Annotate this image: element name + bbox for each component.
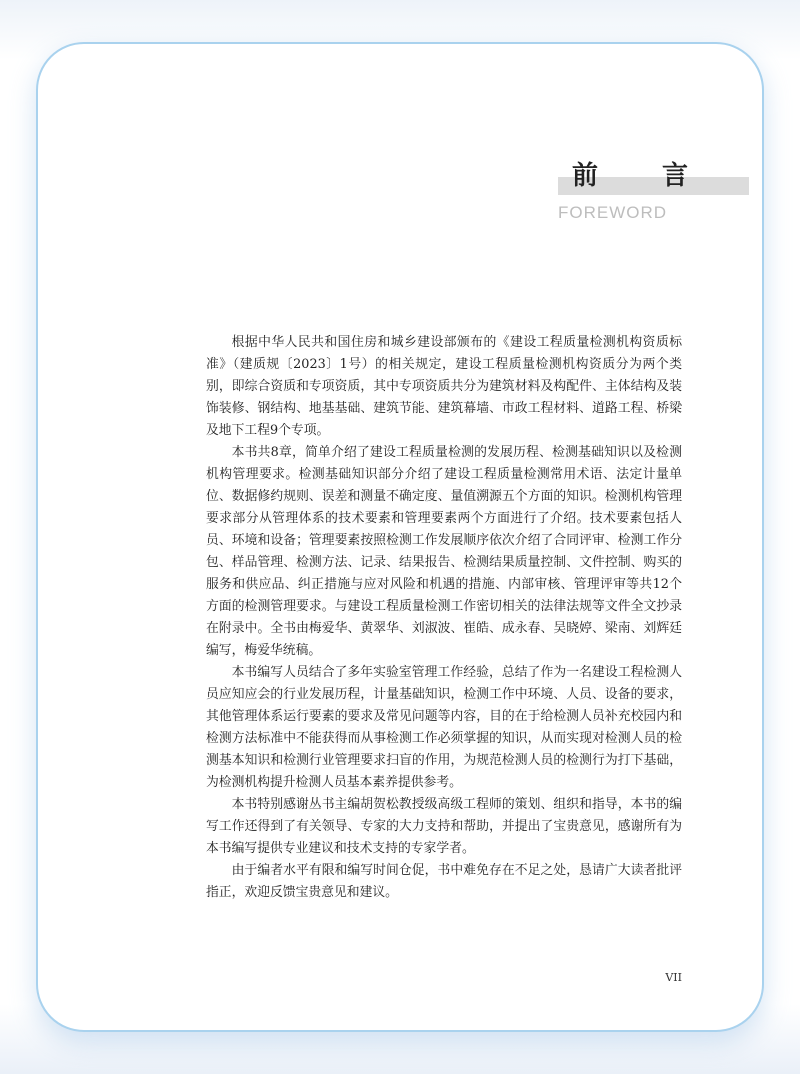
page-title-char-2: 言 bbox=[661, 161, 688, 191]
paragraph: 根据中华人民共和国住房和城乡建设部颁布的《建设工程质量检测机构资质标准》（建质规〔2023〕1号）的相关规定，建设工程质量检测机构资质分为两个类别，即综合资质和专项资质，其中专项资质共分为建筑材料及构配件、主体结构及装饰装修、钢结构、地基基础、建筑节能、建筑幕墙、市政工程材料、道路工程、桥梁及地下工程9个专项。 bbox=[206, 335, 682, 438]
paragraph: 本书共8章，简单介绍了建设工程质量检测的发展历程、检测基础知识以及检测机构管理要求。检测基础知识部分介绍了建设工程质量检测常用术语、法定计量单位、数据修约规则、误差和测量不确定度、量值溯源五个方面的知识。检测机构管理要求部分从管理体系的技术要素和管理要素两个方面进行了介绍。技术要素包括人员、环境和设备；管理要素按照检测工作发展顺序依次介绍了合同评审、检测工作分包、样品管理、检测方法、记录、结果报告、检测结果质量控制、文件控制、购买的服务和供应品、纠正措施与应对风险和机遇的措施、内部审核、管理评审等共12个方面的检测管理要求。与建设工程质量检测工作密切相关的法律法规等文件全文抄录在附录中。全书由梅爱华、黄翠华、刘淑波、崔皓、成永春、吴晓婷、梁南、刘辉廷编写，梅爱华统稿。 bbox=[206, 445, 682, 658]
paragraph: 由于编者水平有限和编写时间仓促，书中难免存在不足之处，恳请广大读者批评指正，欢迎反馈宝贵意见和建议。 bbox=[206, 863, 682, 900]
page-title-char-1: 前 bbox=[572, 161, 599, 191]
paragraph: 本书编写人员结合了多年实验室管理工作经验，总结了作为一名建设工程检测人员应知应会的行业发展历程，计量基础知识，检测工作中环境、人员、设备的要求，其他管理体系运行要素的要求及常见问题等内容，目的在于给检测人员补充校园内和检测方法标准中不能获得而从事检测工作必须掌握的知识，从而实现对检测人员的检测基本知识和检测行业管理要求扫盲的作用，为规范检测人员的检测行为打下基础，为检测机构提升检测人员基本素养提供参考。 bbox=[206, 665, 682, 790]
page-subtitle: FOREWORD bbox=[558, 203, 668, 222]
foreword-body bbox=[206, 332, 682, 904]
paragraph: 本书特别感谢丛书主编胡贺松教授级高级工程师的策划、组织和指导，本书的编写工作还得到了有关领导、专家的大力支持和帮助，并提出了宝贵意见，感谢所有为本书编写提供专业建议和技术支持的专家学者。 bbox=[206, 797, 682, 856]
page-title bbox=[572, 158, 688, 194]
page-number: VII bbox=[665, 971, 682, 984]
